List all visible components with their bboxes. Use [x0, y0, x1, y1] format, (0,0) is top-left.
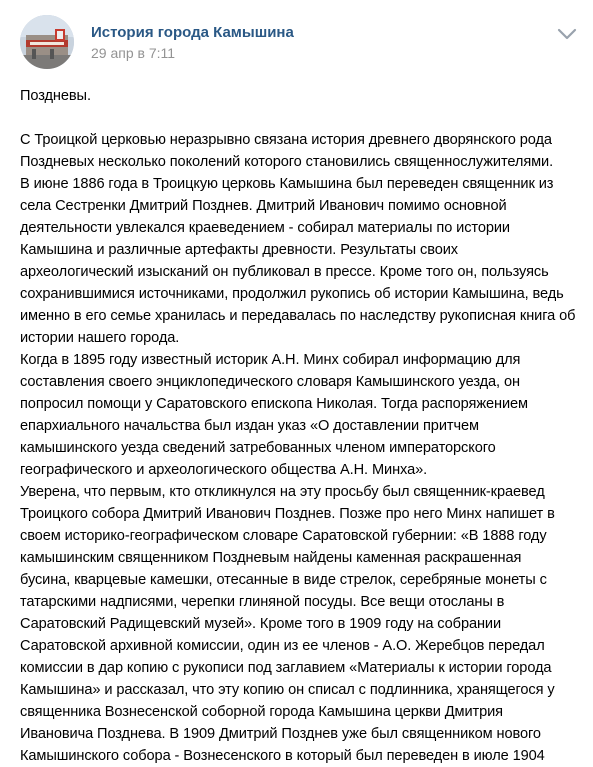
post-text	[20, 85, 584, 767]
post-date[interactable]: 29 апр в 7:11	[91, 45, 176, 61]
post-title: Поздневы.	[20, 88, 91, 104]
post-paragraph: С Троицкой церковью неразрывно связана история древнего дворянского рода Поздневых несколько поколений которого становились священнослужителями. В июне 1886 года в Троицкую церковь Камышина был переведен священник из села Сестренки Дмитрий Позднев. Дмитрий Иванович помимо основной деятельности увлекался краеведением - собирал материалы по истории Камышина и различные артефакты древности. Результаты своих археологический изысканий он публиковал в прессе. Кроме того он, пользуясь сохранившимися источниками, продолжил рукопись об истории Камышина, ведь именно в его семье хранилась и передавалась по наследству рукописная книга об истории нашего города.	[20, 132, 576, 346]
group-name-link[interactable]: История города Камышина	[91, 24, 294, 41]
post-paragraph: Уверена, что первым, кто откликнулся на эту просьбу был священник-краевед Троицкого собора Дмитрий Иванович Позднев. Позже про него Минх напишет в своем историко-географическом словаре Саратовской губернии: «В 1888 году камышинским священником Поздневым найдены каменная раскрашенная бусина, кварцевые камешки, отесанные в виде стрелок, серебряные монеты с татарскими надписями, черепки глиняной посуды. Все вещи отосланы в Саратовский Радищевский музей». Кроме того в 1909 году на собрании Саратовской архивной комиссии, один из ее членов - А.О. Жеребцов передал комиссии в дар копию с рукописи под заглавием «Материалы к истории города Камышина» и рассказал, что эту копию он списал с подлинника, хранящегося у священника Вознесенской соборной города Камышина церкви Дмитрия Ивановича Позднева. В 1909 Дмитрий Позднев уже был священником нового Камышинского собора - Вознесенского в который был переведен в июле 1904	[20, 484, 555, 764]
post-header	[0, 0, 593, 80]
avatar-image	[20, 15, 74, 69]
post-paragraph: Когда в 1895 году известный историк А.Н. Минх собирал информацию для составления своего энциклопедического словаря Камышинского уезда, он попросил помощи у Саратовского епископа Николая. Тогда распоряжением епархиального начальства был издан указ «О доставлении притчем камышинского уезда сведений затребованных членом императорского географического и археологического общества А.Н. Минха».	[20, 352, 528, 478]
chevron-down-icon[interactable]	[556, 27, 578, 41]
group-avatar[interactable]	[20, 15, 74, 69]
